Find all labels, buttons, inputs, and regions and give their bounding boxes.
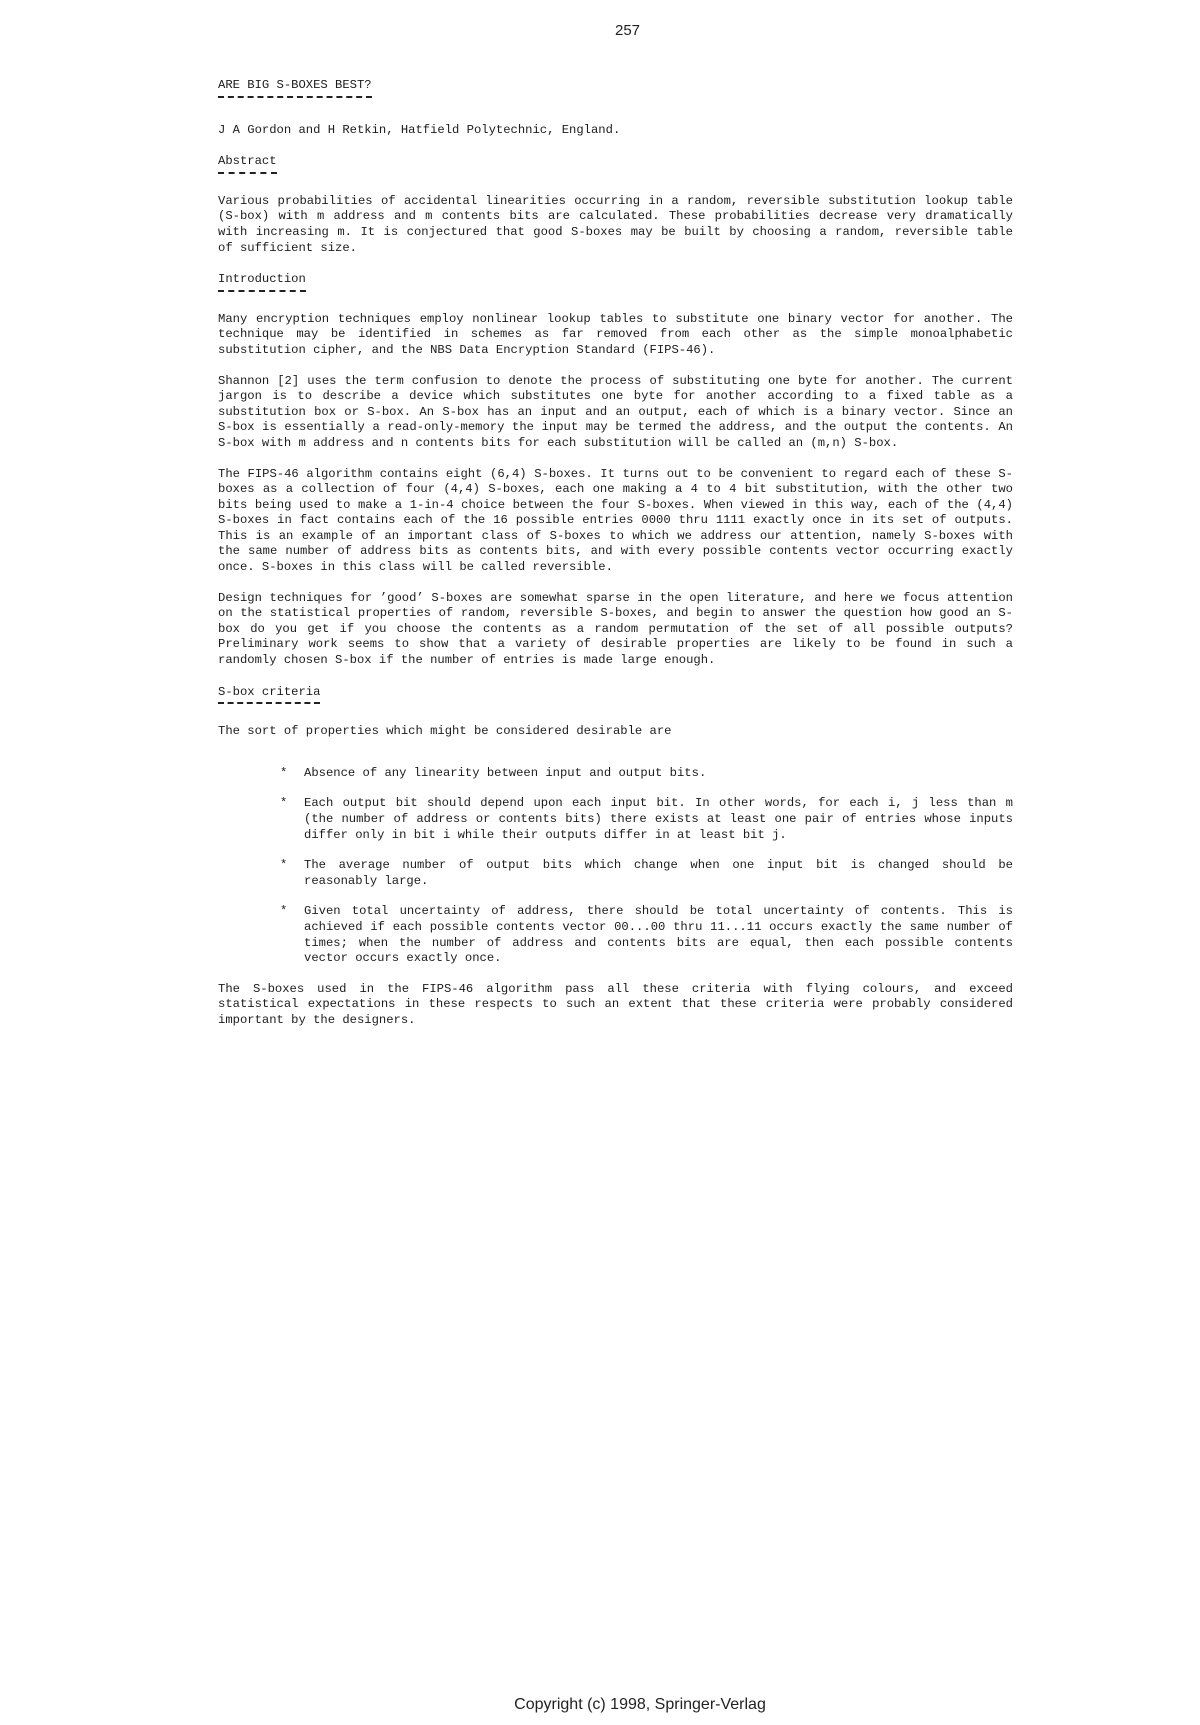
criteria-heading-underline	[218, 702, 320, 704]
intro-paragraph: Many encryption techniques employ nonlinear lookup tables to substitute one binary vector for another. The technique may be identified in schemes as far removed from each other as the simple monoalphabetic substitution cipher, and the NBS Data Encryption Standard (FIPS-46).	[218, 311, 1013, 357]
bullet-asterisk-icon: *	[280, 796, 288, 811]
abstract-heading-underline	[218, 172, 277, 174]
list-item	[280, 858, 1013, 889]
intro-paragraph: Design techniques for ’good’ S-boxes are somewhat sparse in the open literature, and here we focus attention on the statistical properties of random, reversible S-boxes, and begin to answer the question how good an S-box do you get if you choose the contents as a random permutation of the set of all possible outputs? Preliminary work seems to show that a variety of desirable properties are likely to be found in such a randomly chosen S-box if the number of entries is made large enough.	[218, 590, 1013, 668]
introduction-heading: Introduction	[218, 272, 306, 287]
page-number: 257	[614, 22, 641, 39]
criteria-item-text: The average number of output bits which change when one input bit is changed should be reasonably large.	[304, 858, 1013, 888]
criteria-intro: The sort of properties which might be considered desirable are	[218, 724, 672, 739]
paper-title-block	[218, 78, 372, 98]
list-item	[280, 796, 1013, 843]
abstract-heading: Abstract	[218, 154, 277, 169]
list-item	[280, 766, 1013, 782]
authors: J A Gordon and H Retkin, Hatfield Polytechnic, England.	[218, 122, 621, 137]
criteria-closing: The S-boxes used in the FIPS-46 algorithm pass all these criteria with flying colours, and exceed statistical expectations in these respects to such an extent that these criteria were probably considered important by the designers.	[218, 981, 1013, 1027]
criteria-item-text: Given total uncertainty of address, there should be total uncertainty of contents. This is achieved if each possible contents vector 00...00 thru 11...11 occurs exactly the same number of times; when the number of address and contents bits are equal, then each possible contents vector occurs exactly once.	[304, 904, 1013, 966]
criteria-item-text: Each output bit should depend upon each input bit. In other words, for each i, j less than m (the number of address or contents bits) there exists at least one pair of entries whose inputs differ only in bit i while their outputs differ in at least bit j.	[304, 796, 1013, 842]
bullet-asterisk-icon: *	[280, 904, 288, 919]
paper-body	[218, 78, 1013, 1029]
introduction-heading-underline	[218, 290, 306, 292]
title-underline	[218, 96, 372, 98]
list-item	[280, 904, 1013, 966]
abstract-heading-block	[218, 154, 277, 174]
criteria-list	[218, 766, 1013, 967]
bullet-asterisk-icon: *	[280, 765, 288, 780]
criteria-heading: S-box criteria	[218, 684, 321, 699]
intro-paragraph: Shannon [2] uses the term confusion to denote the process of substituting one byte for another. The current jargon is to describe a device which substitutes one byte for another according to a fixed table as a substitution box or S-box. An S-box has an input and an output, each of which is a binary vector. Since an S-box is essentially a read-only-memory the input may be termed the address, and the output the contents. An S-box with m address and n contents bits for each substitution will be called an (m,n) S-box.	[218, 373, 1013, 450]
copyright-notice: Copyright (c) 1998, Springer-Verlag	[514, 1696, 766, 1713]
criteria-item-text: Absence of any linearity between input and output bits.	[304, 765, 707, 780]
intro-paragraph: The FIPS-46 algorithm contains eight (6,4) S-boxes. It turns out to be convenient to regard each of these S-boxes as a collection of four (4,4) S-boxes, each one making a 4 to 4 bit substitution, with the other two bits being used to make a 1-in-4 choice between the four S-boxes. When viewed in this way, each of the (4,4) S-boxes in fact contains each of the 16 possible entries 0000 thru 1111 exactly once in its set of outputs. This is an example of an important class of S-boxes to which we address our attention, namely S-boxes with the same number of address bits as contents bits, and with every possible contents vector occurring exactly once. S-boxes in this class will be called reversible.	[218, 466, 1013, 575]
abstract-text: Various probabilities of accidental linearities occurring in a random, reversible substitution lookup table (S-box) with m address and m contents bits are calculated. These probabilities decrease very dramatically with increasing m. It is conjectured that good S-boxes may be built by choosing a random, reversible table of sufficient size.	[218, 193, 1013, 255]
introduction-heading-block	[218, 272, 306, 292]
bullet-asterisk-icon: *	[280, 858, 288, 873]
paper-title: ARE BIG S-BOXES BEST?	[218, 78, 372, 92]
criteria-heading-block	[218, 685, 320, 705]
